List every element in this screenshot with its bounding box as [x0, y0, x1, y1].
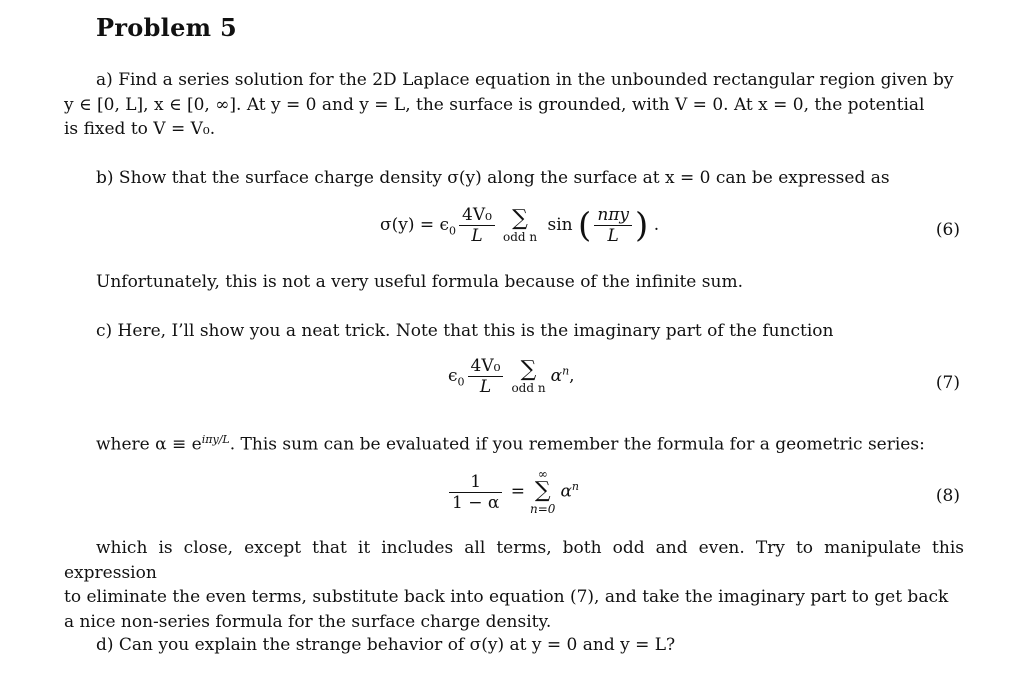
eq7-frac-den: L [479, 377, 492, 397]
part-a-line-3: is fixed to V = V₀. [64, 119, 216, 139]
eq7-sum-sub: odd n [511, 380, 546, 395]
part-c-follow-line-2: to eliminate the even terms, substitute back into equation (7), and take the imaginary part to get back [64, 587, 949, 607]
part-d-text: d) Can you explain the strange behavior of σ(y) at y = 0 and y = L? [96, 635, 676, 655]
part-c-follow-line-1-text: which is close, except that it includes all terms, both odd and even. Try to manipulate this expression [64, 538, 964, 583]
where-suffix: . This sum can be evaluated if you remember the formula for a geometric series: [229, 434, 925, 455]
equation-6: $\sigma(y) = \epsilon_0$ $\frac{\text{4V₀}}{L}$ ∑ odd n sin ( $\frac{\text{nπy}}{L}$ ) . [380, 205, 660, 246]
equation-number-6: (6) [935, 220, 960, 240]
part-b-text: b) Show that the surface charge density σ(y) along the surface at x = 0 can be expressed as [96, 168, 890, 188]
eq7-term: α [550, 366, 563, 386]
eq7-eps-sub: 0 [457, 375, 465, 389]
eq6-arg-num: nπy [594, 205, 632, 226]
eq7-frac-num: 4V₀ [468, 356, 504, 377]
equation-number-8: (8) [935, 486, 960, 506]
eq8-sum-sub: n=0 [530, 502, 556, 516]
eq8-sum [530, 468, 555, 516]
eq6-frac-num: 4V₀ [459, 205, 495, 226]
eq6-arg-den: L [607, 226, 619, 246]
eq6-lhs: σ(y) = ϵ [380, 215, 450, 235]
equation-number-7: (7) [935, 373, 960, 393]
page-title: Problem 5 [96, 13, 238, 42]
eq8-term: α [560, 481, 572, 502]
eq6-frac-den: L [471, 226, 483, 246]
equation-7 [448, 356, 575, 397]
eq6-sum [502, 205, 538, 244]
eq8-num: 1 [449, 472, 502, 493]
eq7-sum [511, 356, 546, 395]
left-paren-icon: ( [578, 205, 592, 246]
right-paren-icon: ) [635, 205, 649, 246]
where-prefix: where α ≡ e [96, 434, 202, 455]
eq6-sin: sin [547, 215, 573, 235]
equation-8 [446, 468, 579, 516]
part-b-after: Unfortunately, this is not a very useful formula because of the infinite sum. [96, 272, 743, 292]
sum-sign-icon: ∑ [520, 356, 537, 382]
part-a-paragraph [64, 68, 964, 142]
eq8-sum-sup: ∞ [537, 467, 548, 481]
eq6-fraction [459, 205, 495, 246]
sum-sign-icon: ∑ [512, 205, 528, 231]
eq8-fraction [449, 472, 502, 513]
part-a-label: a) [96, 70, 113, 90]
eq6-sum-sub: odd n [502, 229, 538, 244]
where-exponent: iπy/L [201, 433, 230, 446]
eq8-term-sup: n [571, 479, 580, 493]
part-a-line-2: y ∈ [0, L], x ∈ [0, ∞]. At y = 0 and y = L, the surface is grounded, with V = 0. At x = 0, the potential [64, 94, 925, 115]
part-c-where [96, 428, 925, 457]
eq8-equals: = [510, 481, 526, 502]
eq8-den: 1 − α [452, 492, 500, 513]
sum-sign-icon: ∑ [534, 478, 551, 503]
part-a-line-1-text: Find a series solution for the 2D Laplace equation in the unbounded rectangular region given by [118, 70, 954, 90]
part-c-follow-line-3: a nice non-series formula for the surface charge density. [64, 611, 552, 632]
part-a-line-1 [64, 68, 964, 93]
part-c-follow-line-1 [64, 536, 964, 585]
part-c-text: c) Here, I’ll show you a neat trick. Note that this is the imaginary part of the function [96, 321, 834, 341]
part-c-follow-paragraph [64, 536, 964, 634]
eq7-tail: , [569, 366, 575, 386]
eq6-arg-fraction [594, 205, 632, 246]
eq7-eps: ϵ [448, 366, 458, 386]
eq7-term-sup: n [562, 364, 570, 378]
eq7-fraction [468, 356, 504, 397]
eq6-eps-sub: 0 [449, 224, 457, 238]
